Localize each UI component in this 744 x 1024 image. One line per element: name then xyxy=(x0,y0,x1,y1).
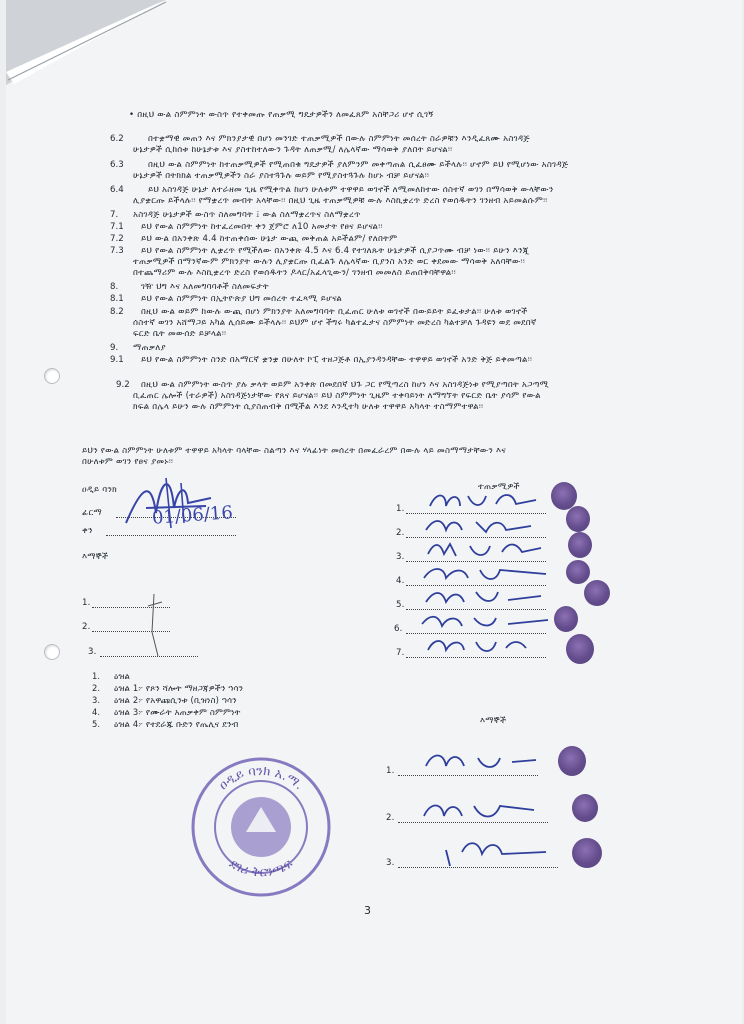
handwritten-date: 01/06/16 xyxy=(151,502,234,529)
clause-number: 6.4 xyxy=(110,185,124,195)
clause-line: ይህ አስገዳጅ ሁኔታ ለተራዘመ ጊዜ የሚቀጥል ከሆነ ሁለቱም ተዋዋይ ወገኖች ለሚመለከተው ሰስተኛ ወገን በማሳወቅ ውላቸውን xyxy=(148,185,554,195)
witness-number: 1. xyxy=(82,598,91,608)
stamp-inner-text: ደገሪ ቅርንጫፍ xyxy=(226,856,296,881)
witness-signatures xyxy=(416,740,556,875)
beneficiary-number: 7. xyxy=(396,648,405,658)
clause-number: 9.2 xyxy=(116,380,130,390)
clause-line: ይህ የውል ስምምነት ከተፈረመበት ቀን ጀምሮ ለ10 አመታት የፀና ይሆናል፡፡ xyxy=(141,222,383,232)
witness-number: 2. xyxy=(386,813,395,823)
attachment-item: ዕዝል xyxy=(114,671,131,681)
clause-line: በዚህ ውል ስምምነት ከተጠቃሚዎች የሚጠበቁ ግዴታዎች ያለምንም መቀጣጠል ሲፈፀሙ ይችላሉ፡፡ ሆኖም ይህ የሚሆነው አስገዳጅ xyxy=(148,160,569,170)
clause-number: 9.1 xyxy=(110,355,124,365)
clause-line: በተጨማሪም ውሉ እስኪቋረጥ ድረስ የወሰዱትን ዶላር/አፈላጊውን/ ገንዘብ መመለስ ይጠበቅባቸዋል፡፡ xyxy=(133,268,456,278)
beneficiary-signatures xyxy=(416,484,556,664)
clause-line: ሰስተኛ ወገን አሸማጋይ አካል ሊሰይሙ ይችላሉ፡፡ ይህም ሆኖ ችግሩ ካልተፈታና ስምምነት መድረስ ካልተቻለ ጉዳዩን ወደ መደበኛ xyxy=(133,318,537,328)
thumbprint xyxy=(566,634,594,664)
witness-number: 2. xyxy=(82,622,91,632)
thumbprint xyxy=(566,506,590,532)
thumbprint xyxy=(572,838,602,868)
thumbprint xyxy=(558,746,586,776)
bank-signature xyxy=(116,468,226,538)
attachment-number: 1. xyxy=(92,671,100,681)
clause-number: 7.2 xyxy=(110,234,124,244)
thumbprint xyxy=(584,580,610,606)
witness-number: 3. xyxy=(88,647,97,657)
witnesses-label: እማኞች xyxy=(480,716,507,726)
clause-number: 6.3 xyxy=(110,160,124,170)
thumbprint xyxy=(554,606,578,632)
clause-line: ክፍል በሌላ ይሁን ውሉ ስምምነት ሲያስጠብቅ በሚችል እንደ እንዲተካ ሁለቱ ተዋዋይ አካላት ተስማምተዋል፡፡ xyxy=(133,402,484,412)
document-page xyxy=(6,0,742,1024)
clause-line: ገዥ ህግ እና አለመግባባቶች ስለመፍታት xyxy=(141,282,269,292)
thumbprint xyxy=(566,560,590,584)
clause-number: 6.2 xyxy=(110,134,124,144)
bank-name: ዐዲይ ባንክ xyxy=(82,485,117,495)
clause-line: ማጠቃለያ xyxy=(133,343,166,353)
witness-number: 3. xyxy=(386,858,395,868)
bank-stamp xyxy=(186,752,336,902)
clause-line: ይህ የውል ስምምነት ሊቋረጥ የሚችለው በአንቀጽ 4.5 እና 6.4 የተገለጹት ሁኔታዎች ሲያጋጥሙ ብቻ ነው፡፡ ይሁን እንጂ xyxy=(141,246,530,256)
clause-line: ተጠቃሚዎች በማንኛውም ምክንያት ውሉን ሊያቋርጡ ቢፈልጉ ለሌላኛው ቢያንስ አንድ ወር ቀደመው ማሳወቅ አለባቸው፡፡ xyxy=(133,257,525,267)
attachment-number: 4. xyxy=(92,707,100,717)
beneficiaries-label: ተጠቃሚዎች xyxy=(478,482,520,492)
punch-hole xyxy=(44,644,60,660)
date-label: ቀን xyxy=(82,526,93,536)
beneficiary-number: 2. xyxy=(396,528,405,538)
attachment-number: 2. xyxy=(92,683,100,693)
witness-number: 1. xyxy=(386,766,395,776)
clause-line: ይህ ውል በአንቀጽ 4.4 ከተጠቀሰው ሁኔታ ውጪ መቅጠል አይችልም/ የለበትም xyxy=(141,234,398,244)
attachment-item: ዕዝል 2፦ የአዋጩሲንቱ (ቢዝነስ) ኀሳን xyxy=(114,695,237,705)
beneficiary-number: 6. xyxy=(394,624,403,634)
clause-line: ሊያቋርጡ ይችላሉ፡፡ የማቋረጥ መብት አላቸው፡፡ በዚህ ጊዜ ተጠቃሚዎቹ ውሉ እስኪቋረጥ ድረስ የወሰዱትን ገንዘብ አይመልሱም፡፡ xyxy=(133,196,548,206)
witnesses-label: እማኞች xyxy=(82,552,109,562)
clause-line: ይህ የውል ስምምነት በኢትዮጵያ ህግ መሰረት ተፈጻሚ ይሆናል xyxy=(141,294,342,304)
thumbprint xyxy=(568,532,592,558)
signature-label: ፊርማ xyxy=(82,508,102,518)
clause-number: 9. xyxy=(110,343,119,353)
clause-number: 8.2 xyxy=(110,307,124,317)
clause-line: ሁኔታዎች ሲከሰቱ ከሁኔታቱ እና ያስተከተለውን ጉዳት ለጠቃሚ/ ለሌላኛው ማሳወቅ ያለበት ይሆናል፡፡ xyxy=(133,145,453,155)
clause-line: በዚህ ውል ስምምነት ውስጥ ያሉ ቃላት ወይም አንቀጽ በመደበኛ ህጉ ጋር የሚጣረስ ከሆነ እና አስገዳጅነቱ የሚያጣበት አጋጣሚ xyxy=(141,380,550,390)
attachment-item: ዕዝል 3፦ የሙራት አጠቃቀም ስምምነት xyxy=(114,707,241,717)
clause-line: አስገዳጅ ሁኔታዎች ውስጥ ስለመግባት ፤ ውል ስለማቋረጥና ስለማቋረጥ xyxy=(133,210,361,220)
clause-line: ይህ የውል ስምምነት ስንድ በአማርኛ ቋንቋ በሁለት ኮፒ ተዘጋጅቶ በኢያንዳንዳቸው ተዋዋይ ወገኖች አንድ ቅጅ ይቀመጣል፡፡ xyxy=(141,355,533,365)
punch-hole xyxy=(44,368,60,384)
clause-line: በዚህ ውል ወይም ከውሉ ውጪ በሆነ ምክንያት አለመግባባት ቢፈጠር ሁለቱ ወገኖች በውይይት ይፈቱታል፡፡ ሁለቱ ወገኖች xyxy=(141,307,528,317)
page-number: 3 xyxy=(364,904,371,917)
closing-line: በሁለቱም ወገን የፀና ያመኑ፡፡ xyxy=(82,457,174,467)
folded-corner xyxy=(6,0,166,90)
thumbprint xyxy=(572,794,598,822)
beneficiary-number: 1. xyxy=(396,504,405,514)
stamp-outer-text: ዐዲይ ባንክ አ.ማ. xyxy=(216,763,307,794)
clause-line: ቢፈጠር ሌሎች (ተራዎች) አስገዳጅነታቸው የጸና ይሆናል፡፡ ይህ ስምምነት ጊዜም ተቀባይነት ለማግኘት የፍርድ ቤት ያሳም የውል xyxy=(133,391,541,401)
beneficiary-number: 4. xyxy=(396,576,405,586)
clause-line: ፍርድ ቤት መውሰድ ይቻላል፡፡ xyxy=(133,329,227,339)
closing-line: ይህን የውል ስምምነት ሁለቱም ተዋዋይ አካላት ባላቸው ስልጣን እና ሃላፊነት መሰረት በመፈራረም በውሉ ላይ መስማማታቸውን እና xyxy=(82,446,507,456)
beneficiary-number: 3. xyxy=(396,552,405,562)
attachment-number: 3. xyxy=(92,695,100,705)
svg-text:ደገሪ ቅርንጫፍ xyxy=(226,856,296,880)
clause-number: 8.1 xyxy=(110,294,124,304)
clause-line: በተቋማዊ መጠን እና ምክንያታዊ በሆነ መንገድ ተጠቃሚዎች በውሉ ስምምነት መሰረት ስራዎቹን እንዲፈጸሙ አስገዳጅ xyxy=(148,134,530,144)
beneficiary-number: 5. xyxy=(396,600,405,610)
attachment-item: ዕዝል 4፦ የተደራጁ ቡድን የጤሊና ደንብ xyxy=(114,719,239,729)
attachment-item: ዕዝል 1፦ የጾን ሻሎት ማዘጋጃዎችን ኀሳን xyxy=(114,683,244,693)
clause-number: 7. xyxy=(110,210,119,220)
witness-scribble xyxy=(126,592,186,658)
clause-line: ሁኔታዎች በትክክል ተጠቃሚዎችን ስራ ያስተጓጉሉ ወይም የሚያስተጓጉሉ ከሆኑ ብቻ ይሆናል፡፡ xyxy=(133,171,430,181)
clause-number: 7.1 xyxy=(110,222,124,232)
attachment-number: 5. xyxy=(92,719,100,729)
clause-number: 8. xyxy=(110,282,119,292)
clause-number: 7.3 xyxy=(110,246,124,256)
intro-line: • በዚህ ውል ስምምነት ውስጥ የተቀመጡ የጠቃሚ ግዴታዎችን ለመፈጸም አስቸጋሪ ሆኖ ሲገኝ xyxy=(129,110,434,120)
